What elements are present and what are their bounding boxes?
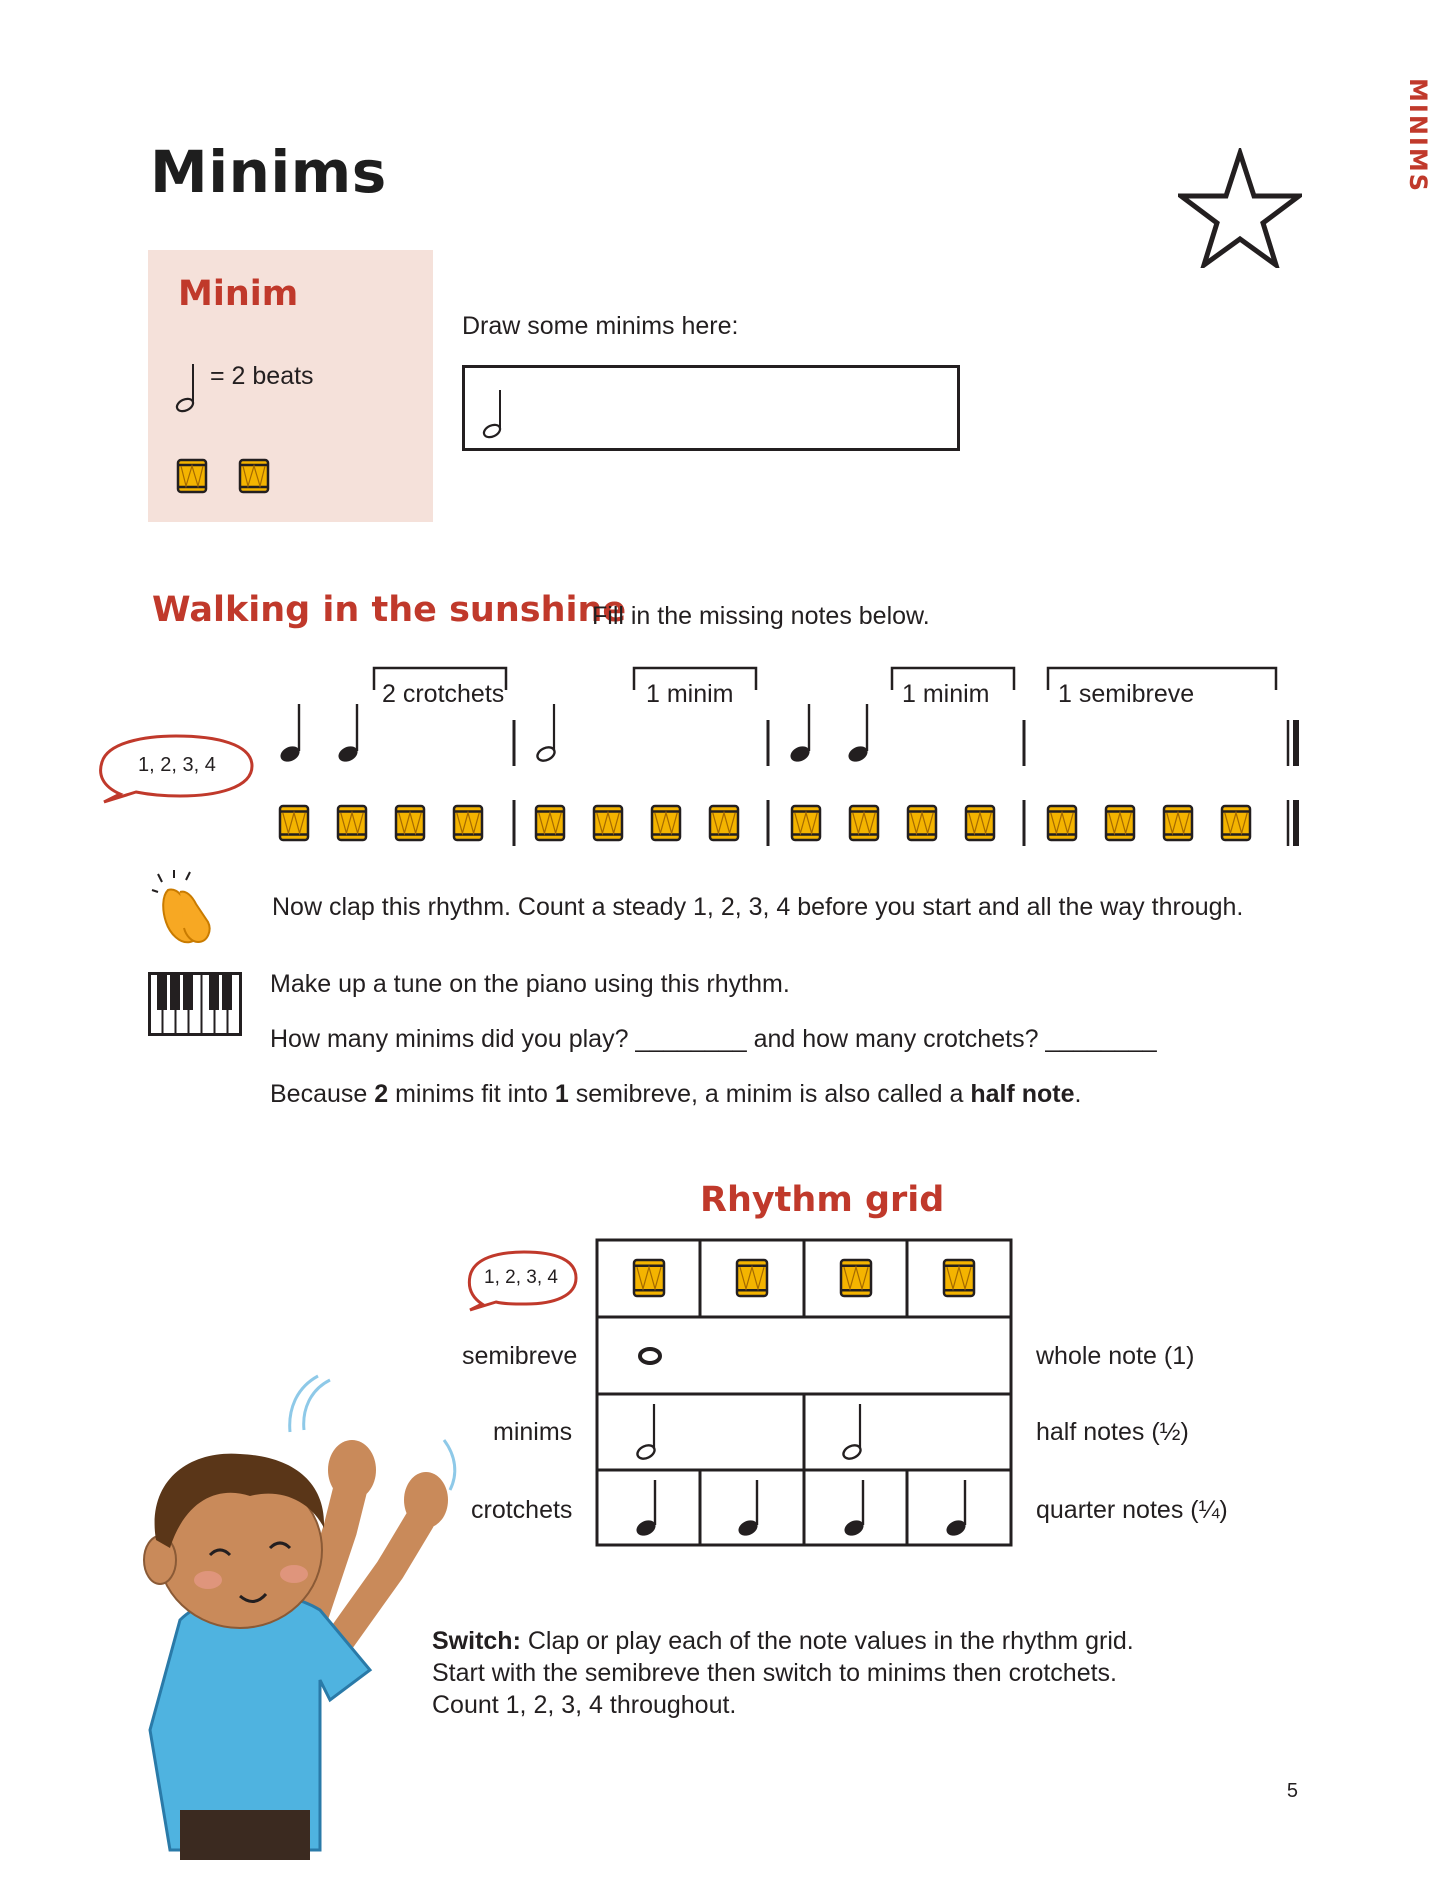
drum-icon — [737, 1260, 767, 1296]
crotchet-note — [336, 704, 360, 765]
drum-icon — [338, 806, 366, 840]
crotchet-note — [634, 1480, 658, 1539]
crotchet-note — [846, 704, 870, 765]
bold-run: 2 — [374, 1080, 389, 1108]
drum-icon — [634, 1260, 664, 1296]
bold-run: half note — [970, 1080, 1075, 1108]
switch-instructions — [432, 1625, 1134, 1721]
draw-prompt: Draw some minims here: — [462, 312, 739, 340]
bold-run: 1 — [554, 1080, 569, 1108]
walking-instruction: Fill in the missing notes below. — [592, 602, 930, 630]
minim-definition-box — [148, 250, 433, 522]
drum-icon — [944, 1260, 974, 1296]
page-title: Minims — [150, 138, 387, 206]
piano-keyboard-icon — [148, 972, 242, 1036]
crotchet-note — [842, 1480, 866, 1539]
half-note-explanation — [270, 1080, 1081, 1109]
drum-icon — [280, 806, 308, 840]
star-icon — [1178, 148, 1302, 268]
text-run: minims fit into — [388, 1080, 555, 1108]
text-run: . — [1074, 1080, 1082, 1108]
drum-icon — [908, 806, 936, 840]
drum-icon — [1222, 806, 1250, 840]
drum-icons — [176, 456, 276, 496]
clap-instruction: Now clap this rhythm. Count a steady 1, 2, 3, 4 before you start and all the way through. — [272, 893, 1244, 921]
clapping-hands-icon — [150, 870, 226, 946]
drum-icon — [710, 806, 738, 840]
bracket-label: 1 semibreve — [1058, 680, 1195, 708]
minim-note — [635, 1404, 656, 1461]
grid-row-label-crotchets: crotchets — [471, 1496, 573, 1524]
switch-label: Switch: — [432, 1627, 521, 1655]
crotchet-note — [944, 1480, 968, 1539]
drum-icon — [1164, 806, 1192, 840]
rhythm-grid-heading: Rhythm grid — [700, 1180, 945, 1220]
switch-line-1 — [432, 1625, 1134, 1657]
grid-row-label-minims: minims — [493, 1418, 573, 1446]
drum-icon — [396, 806, 424, 840]
drum-icon — [454, 806, 482, 840]
minim-count-question[interactable]: How many minims did you play? ________ and how many crotchets? ________ — [270, 1025, 1157, 1053]
grid-row-right-half: half notes (½) — [1036, 1418, 1189, 1446]
crotchet-note — [278, 704, 302, 765]
drum-icon — [1048, 806, 1076, 840]
drum-icon — [850, 806, 878, 840]
minim-equation: = 2 beats — [210, 362, 314, 390]
switch-line-2: Start with the semibreve then switch to minims then crotchets. — [432, 1659, 1117, 1687]
bracket-label: 2 crotchets — [382, 680, 505, 708]
grid-row-right-whole: whole note (1) — [1036, 1342, 1195, 1370]
minim-note-icon — [174, 362, 198, 414]
drum-icon — [841, 1260, 871, 1296]
minim-note — [535, 704, 556, 763]
rhythm-grid-table — [460, 1230, 1020, 1560]
minim-note — [841, 1404, 862, 1461]
crotchet-note — [736, 1480, 760, 1539]
boy-illustration — [90, 1370, 470, 1860]
minim-note-icon — [481, 388, 505, 440]
minim-box-heading: Minim — [178, 274, 299, 314]
drum-icon — [536, 806, 564, 840]
grid-row-label-semibreve: semibreve — [462, 1342, 578, 1370]
text-run: Clap or play each of the note values in the rhythm grid. — [520, 1627, 1134, 1655]
drawing-box[interactable] — [462, 365, 960, 451]
bracket-label: 1 minim — [902, 680, 990, 708]
crotchet-note — [788, 704, 812, 765]
drum-row — [280, 806, 1250, 840]
drum-icon — [966, 806, 994, 840]
drum-icon — [1106, 806, 1134, 840]
text-run: semibreve, a minim is also called a — [568, 1080, 971, 1108]
walking-rhythm-staff — [140, 660, 1320, 860]
drum-icon — [652, 806, 680, 840]
grid-count-bubble-text: 1, 2, 3, 4 — [484, 1267, 558, 1288]
semibreve-note — [640, 1349, 660, 1363]
text-run: Because — [270, 1080, 375, 1108]
grid-row-right-quarter: quarter notes (¼) — [1036, 1496, 1228, 1524]
bracket-label: 1 minim — [646, 680, 734, 708]
side-tab-label: MINIMS — [1404, 78, 1432, 193]
drum-icon — [594, 806, 622, 840]
switch-line-3: Count 1, 2, 3, 4 throughout. — [432, 1691, 737, 1719]
piano-instruction: Make up a tune on the piano using this rhythm. — [270, 970, 790, 998]
drum-icon — [178, 460, 206, 492]
page-number: 5 — [1286, 1780, 1298, 1802]
drum-icon — [792, 806, 820, 840]
walking-heading: Walking in the sunshine — [152, 590, 627, 630]
count-bubble-text: 1, 2, 3, 4 — [138, 754, 216, 776]
